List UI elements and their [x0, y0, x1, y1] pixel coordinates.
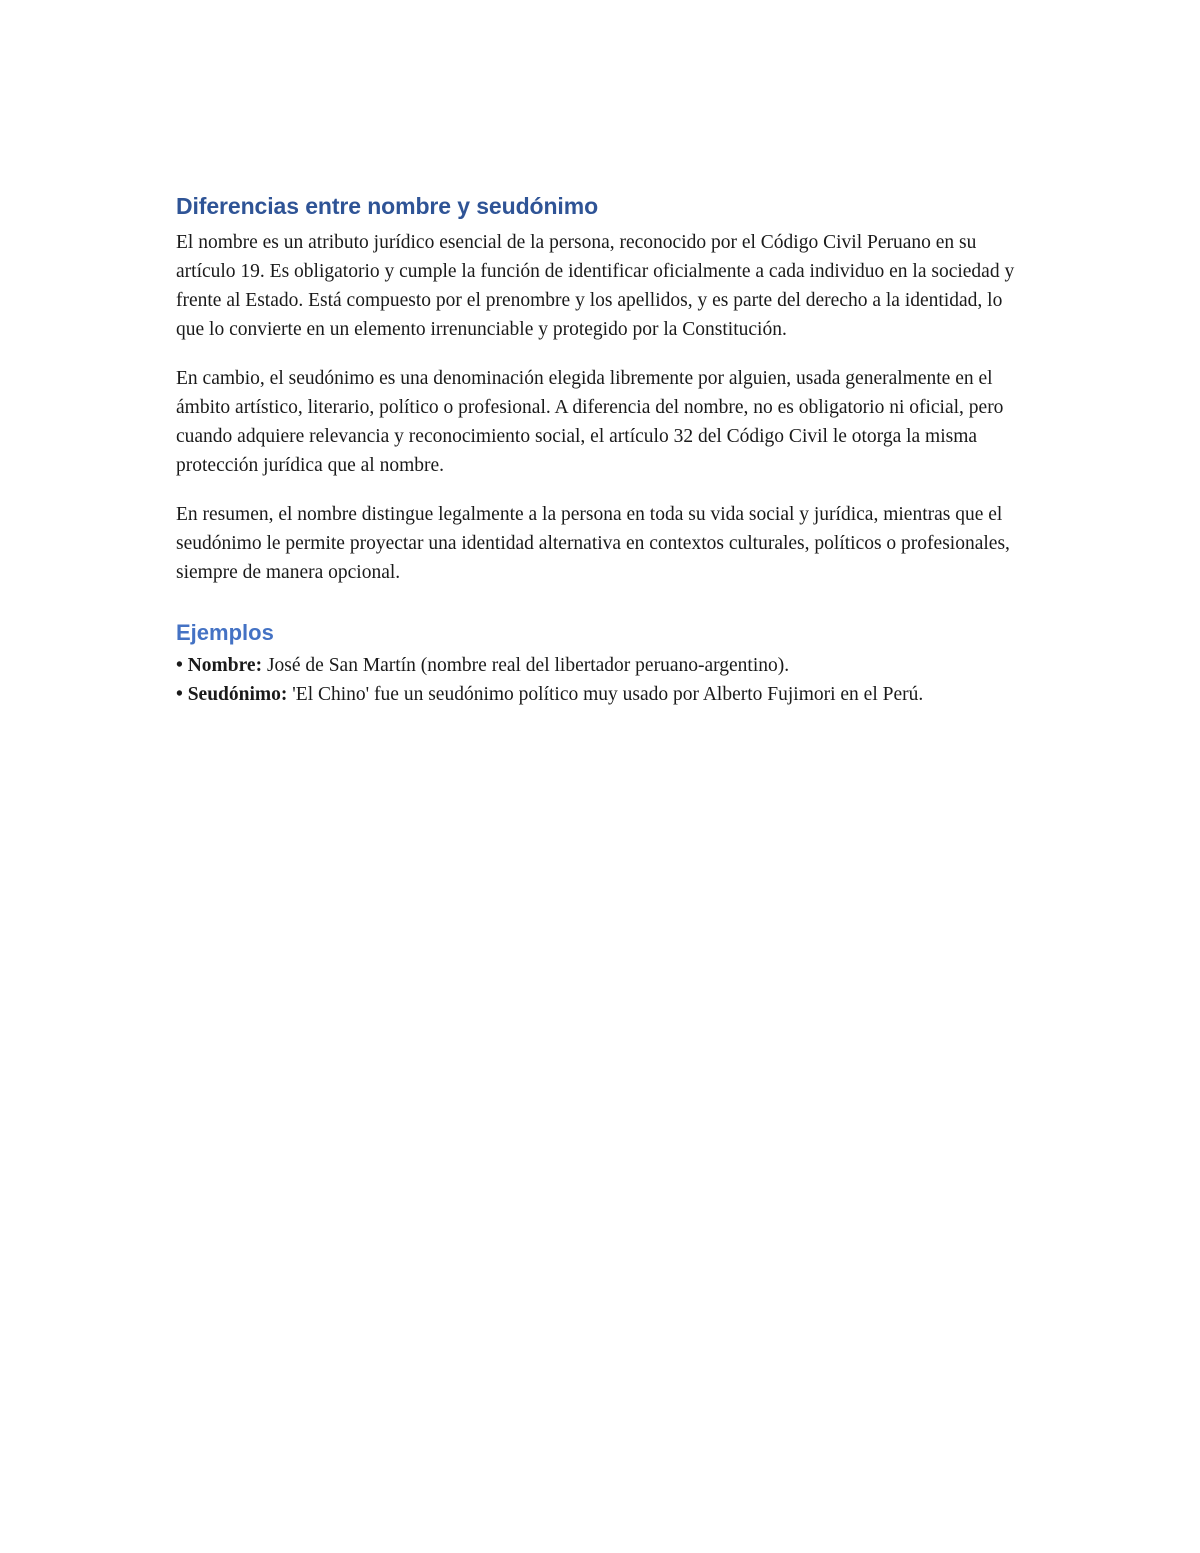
examples-list	[176, 651, 1026, 709]
document-heading: Diferencias entre nombre y seudónimo	[176, 193, 599, 219]
example-label: Nombre:	[187, 655, 263, 676]
bullet-marker: •	[176, 684, 183, 705]
example-item-seudonimo	[176, 680, 1026, 709]
bullet-marker: •	[176, 655, 183, 676]
document-page	[176, 190, 1026, 709]
example-text: 'El Chino' fue un seudónimo político muy usado por Alberto Fujimori en el Perú.	[292, 684, 924, 705]
examples-heading: Ejemplos	[176, 620, 274, 645]
example-label: Seudónimo:	[187, 684, 288, 705]
paragraph-nombre: El nombre es un atributo jurídico esencial de la persona, reconocido por el Código Civil Peruano en su artículo 19. Es obligatorio y cumple la función de identificar oficialmente a cada individuo en la sociedad y frente al Estado. Está compuesto por el prenombre y los apellidos, y es parte del derecho a la identidad, lo que lo convierte en un elemento irrenunciable y protegido por la Constitución.	[176, 232, 1015, 340]
example-text: José de San Martín (nombre real del libertador peruano-argentino).	[266, 655, 790, 676]
example-item-nombre	[176, 651, 1026, 680]
paragraph-seudonimo: En cambio, el seudónimo es una denominación elegida libremente por alguien, usada generalmente en el ámbito artístico, literario, político o profesional. A diferencia del nombre, no es obligatorio ni oficial, pero cuando adquiere relevancia y reconocimiento social, el artículo 32 del Código Civil le otorga la misma protección jurídica que al nombre.	[176, 368, 1004, 476]
paragraph-resumen: En resumen, el nombre distingue legalmente a la persona en toda su vida social y jurídica, mientras que el seudónimo le permite proyectar una identidad alternativa en contextos culturales, políticos o profesionales, siempre de manera opcional.	[176, 504, 1010, 583]
